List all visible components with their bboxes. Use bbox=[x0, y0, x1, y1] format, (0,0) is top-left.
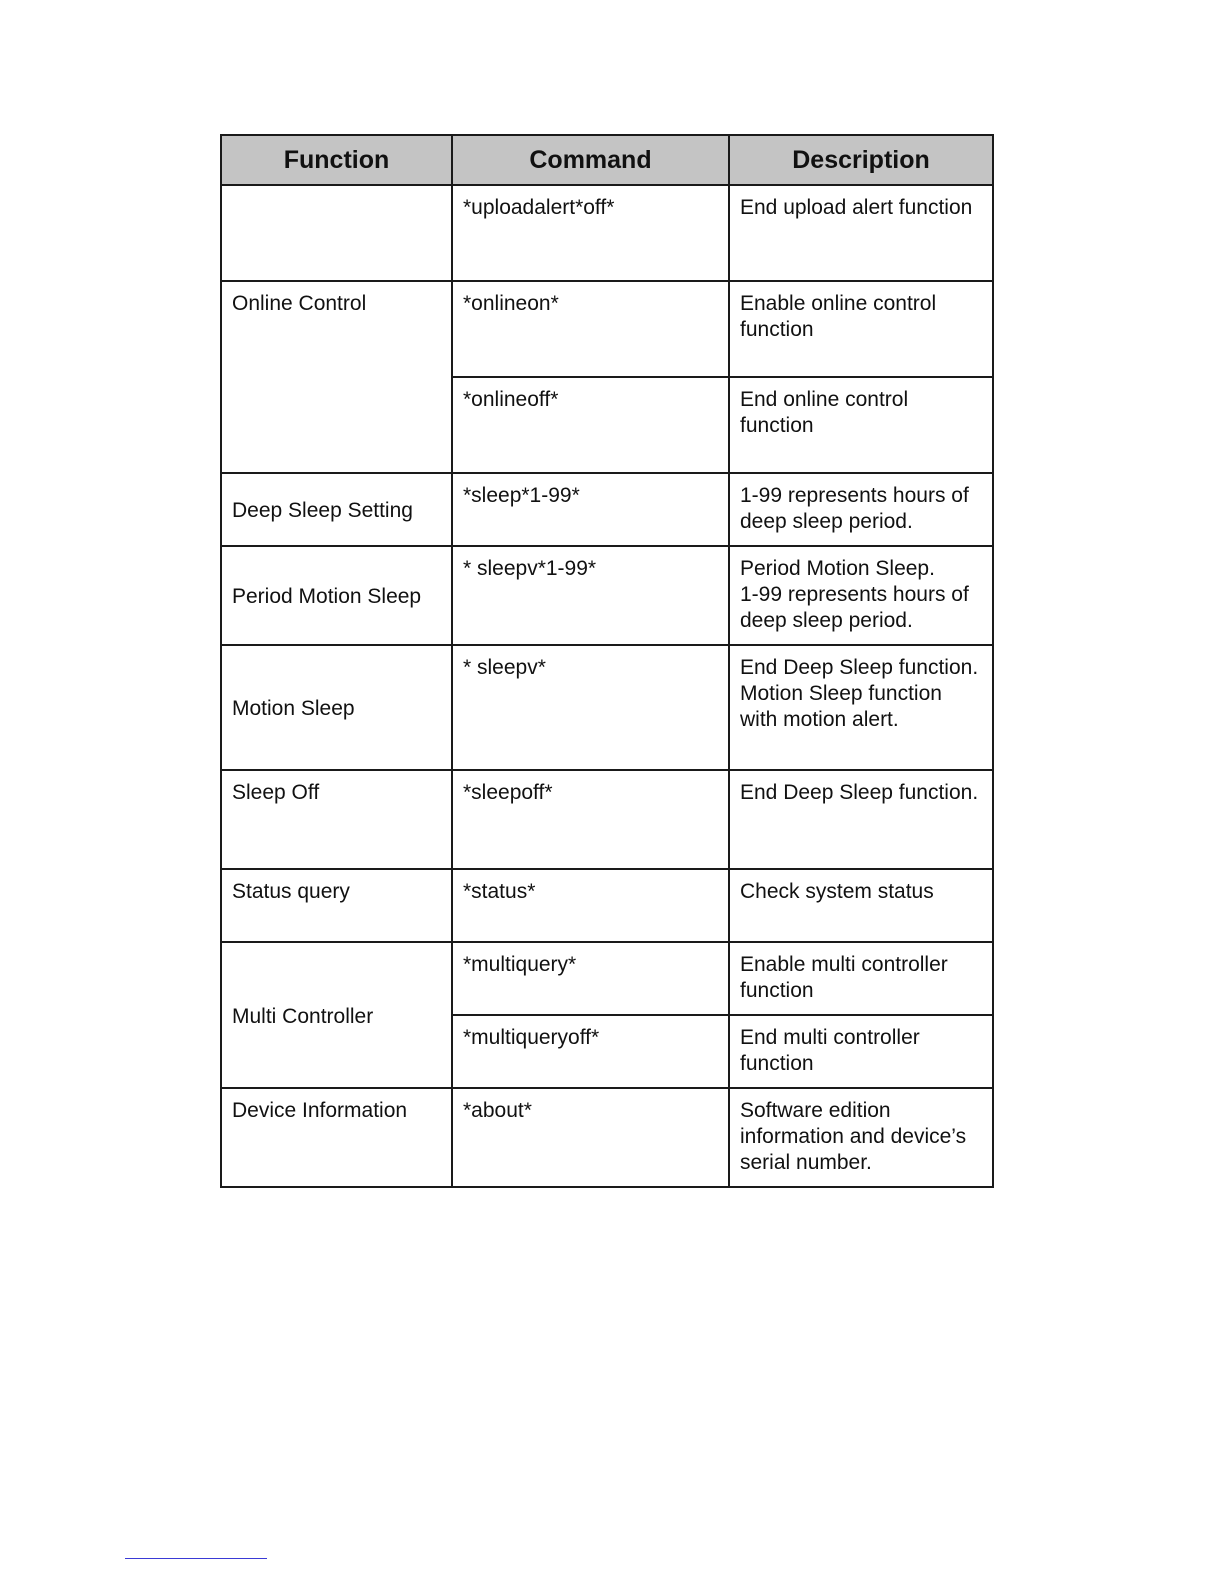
description-line: 1-99 represents hours of deep sleep period. bbox=[740, 583, 969, 632]
description-line: End multi controller function bbox=[740, 1026, 920, 1075]
table-row bbox=[221, 942, 993, 1015]
command-cell: *uploadalert*off* bbox=[452, 185, 729, 281]
command-cell: *status* bbox=[452, 869, 729, 942]
command-cell: * sleepv*1-99* bbox=[452, 546, 729, 645]
description-line: Period Motion Sleep. bbox=[740, 557, 935, 580]
header-command: Command bbox=[452, 135, 729, 185]
table-row bbox=[221, 546, 993, 645]
command-cell: *multiqueryoff* bbox=[452, 1015, 729, 1088]
description-cell bbox=[729, 942, 993, 1015]
description-line: Check system status bbox=[740, 880, 934, 903]
description-cell bbox=[729, 185, 993, 281]
table-row bbox=[221, 1088, 993, 1187]
header-function: Function bbox=[221, 135, 452, 185]
description-cell bbox=[729, 281, 993, 377]
description-cell bbox=[729, 377, 993, 473]
command-cell: *multiquery* bbox=[452, 942, 729, 1015]
description-cell bbox=[729, 1015, 993, 1088]
function-cell: Sleep Off bbox=[221, 770, 452, 869]
table-row bbox=[221, 281, 993, 377]
command-cell: *onlineon* bbox=[452, 281, 729, 377]
description-cell bbox=[729, 645, 993, 770]
description-line: Enable online control function bbox=[740, 292, 937, 341]
function-cell: Period Motion Sleep bbox=[221, 546, 452, 645]
command-cell: *about* bbox=[452, 1088, 729, 1187]
description-cell bbox=[729, 473, 993, 546]
command-table bbox=[220, 134, 994, 1188]
description-line: Software edition information and device’s serial number. bbox=[740, 1099, 967, 1174]
description-line: End online control function bbox=[740, 388, 909, 437]
table-row bbox=[221, 645, 993, 770]
description-line: End Deep Sleep function. bbox=[740, 656, 979, 679]
description-cell bbox=[729, 546, 993, 645]
table-row bbox=[221, 770, 993, 869]
description-line: 1-99 represents hours of deep sleep period. bbox=[740, 484, 969, 533]
description-line: End Deep Sleep function. bbox=[740, 781, 979, 804]
description-line: End upload alert function bbox=[740, 196, 973, 219]
footnote-separator bbox=[125, 1558, 267, 1559]
function-cell: Online Control bbox=[221, 281, 452, 473]
function-cell: Multi Controller bbox=[221, 942, 452, 1088]
description-cell bbox=[729, 869, 993, 942]
function-cell: Deep Sleep Setting bbox=[221, 473, 452, 546]
description-cell bbox=[729, 1088, 993, 1187]
command-cell: *sleep*1-99* bbox=[452, 473, 729, 546]
table-row bbox=[221, 185, 993, 281]
description-cell bbox=[729, 770, 993, 869]
function-cell bbox=[221, 185, 452, 281]
table-row bbox=[221, 869, 993, 942]
header-description: Description bbox=[729, 135, 993, 185]
table-row bbox=[221, 473, 993, 546]
command-cell: *onlineoff* bbox=[452, 377, 729, 473]
description-line: Motion Sleep function with motion alert. bbox=[740, 682, 942, 731]
table-header-row bbox=[221, 135, 993, 185]
function-cell: Status query bbox=[221, 869, 452, 942]
function-cell: Device Information bbox=[221, 1088, 452, 1187]
command-cell: *sleepoff* bbox=[452, 770, 729, 869]
command-cell: * sleepv* bbox=[452, 645, 729, 770]
function-cell: Motion Sleep bbox=[221, 645, 452, 770]
description-line: Enable multi controller function bbox=[740, 953, 948, 1002]
